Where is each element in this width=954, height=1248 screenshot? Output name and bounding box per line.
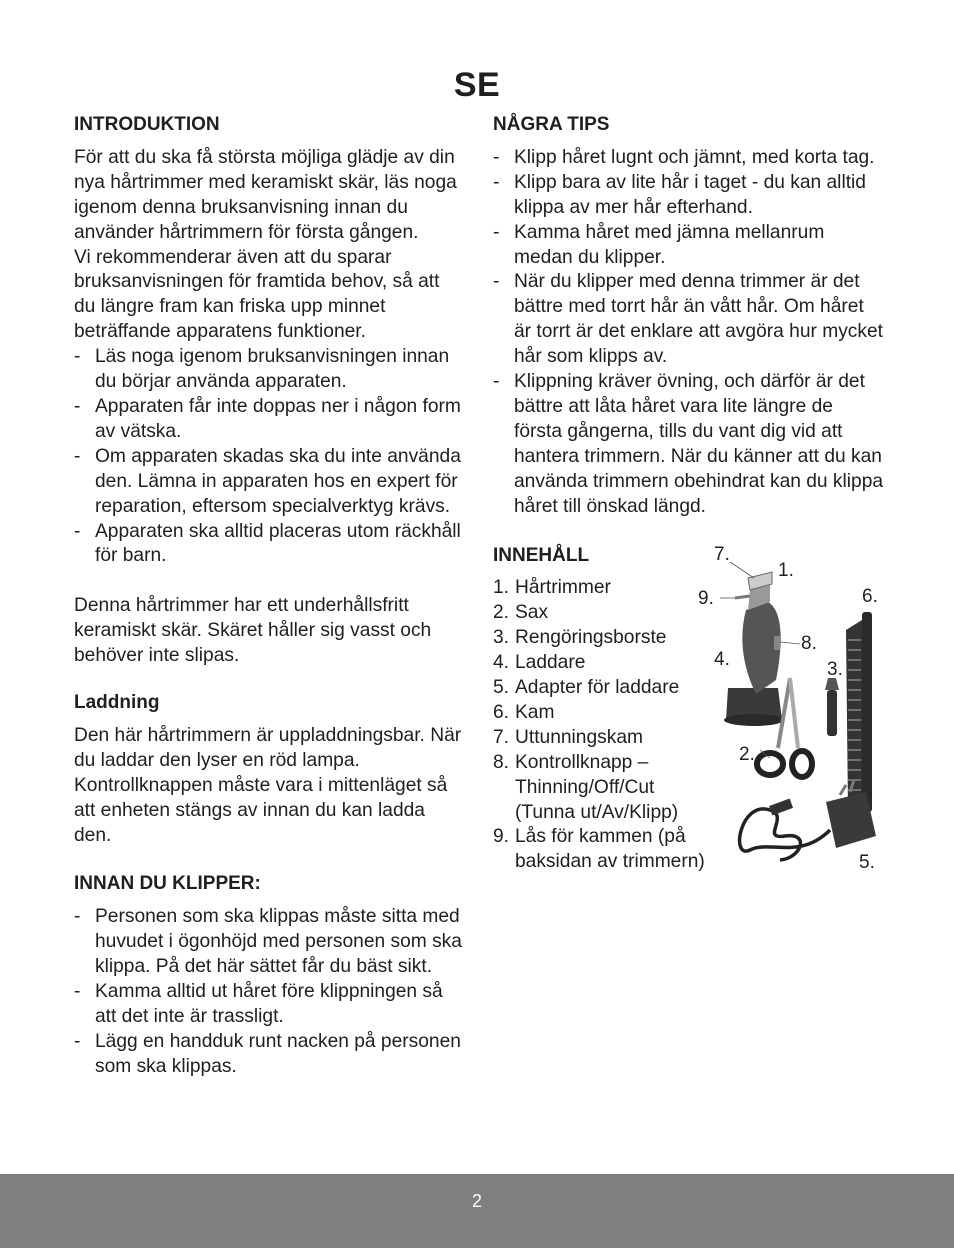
- list-item: - Läs noga igenom bruksanvisningen innan du börjar använda apparaten.: [74, 345, 466, 395]
- list-item: - Apparaten ska alltid placeras utom räckhåll för barn.: [74, 520, 466, 570]
- callout-label: 2.: [739, 744, 755, 765]
- before-list: [74, 905, 466, 1079]
- page-footer: [0, 1174, 954, 1248]
- list-item: - Klipp håret lugnt och jämnt, med korta tag.: [493, 146, 885, 171]
- list-item: - Kamma alltid ut håret före klippningen så att det inte är trassligt.: [74, 980, 466, 1030]
- list-item: 2. Sax: [493, 602, 549, 624]
- list-item: - Klipp bara av lite hår i taget - du kan alltid klippa av mer hår efterhand.: [493, 171, 885, 221]
- list-item: - Lägg en handduk runt nacken på personen som ska klippas.: [74, 1030, 466, 1080]
- intro-heading: INTRODUKTION: [74, 114, 220, 135]
- contents-heading: INNEHÅLL: [493, 544, 590, 566]
- product-drawing: [690, 540, 890, 880]
- callout-label: 8.: [801, 633, 817, 654]
- page-title: SE: [453, 66, 501, 104]
- list-item: 3. Rengöringsborste: [493, 627, 667, 649]
- callout-label: 1.: [778, 560, 794, 581]
- before-heading: INNAN DU KLIPPER:: [74, 873, 261, 895]
- product-illustration: [690, 540, 890, 880]
- left-column: [74, 113, 466, 1080]
- charging-heading: Laddning: [74, 692, 160, 714]
- list-item: - När du klipper med denna trimmer är det bättre med torrt hår än vått hår. Om håret är torrt är det enklare att avgöra hur mycket hår som klipps av.: [493, 270, 885, 370]
- callout-label: 3.: [827, 659, 843, 680]
- callout-label: 9.: [698, 588, 714, 609]
- list-item: 6. Kam: [493, 701, 555, 723]
- list-item: 4. Laddare: [493, 652, 586, 674]
- list-item: - Personen som ska klippas måste sitta med huvudet i ögonhöjd med personen som ska klippa. På det här sättet får du bäst sikt.: [74, 905, 466, 980]
- list-item: 7. Uttunningskam: [493, 726, 643, 748]
- charging-paragraph: Den här hårtrimmern är uppladdningsbar. När du laddar den lyser en röd lampa. Kontrollknappen måste vara i mittenläget så att enheten stängs av innan du kan ladda den.: [74, 724, 462, 846]
- callout-label: 6.: [862, 586, 878, 607]
- list-item: - Om apparaten skadas ska du inte använda den. Lämna in apparaten hos en expert för reparation, eftersom specialverktyg krävs.: [74, 445, 466, 520]
- list-item: - Klippning kräver övning, och därför är det bättre att låta håret vara lite längre de första gångerna, tills du vant dig vid att hantera trimmern. När du känner att du kan använda trimmern obehindrat kan du klippa håret till önskad längd.: [493, 370, 885, 519]
- list-item: - Kamma håret med jämna mellanrum medan du klipper.: [493, 221, 885, 271]
- intro-paragraph-2: Vi rekommenderar även att du sparar bruksanvisningen för framtida behov, så att du längre fram kan friska upp minnet beträffande apparatens funktioner.: [74, 246, 440, 343]
- tips-list: [493, 146, 885, 520]
- list-item: 1. Hårtrimmer: [493, 577, 611, 599]
- list-item: - Apparaten får inte doppas ner i någon form av vätska.: [74, 395, 466, 445]
- page-number: 2: [471, 1191, 482, 1211]
- list-item: 8. Kontrollknapp – Thinning/Off/Cut (Tunna ut/Av/Klipp): [493, 751, 679, 823]
- callout-label: 4.: [714, 649, 730, 670]
- tips-heading: NÅGRA TIPS: [493, 114, 610, 135]
- callout-label: 7.: [714, 544, 730, 565]
- list-item: 5. Adapter för laddare: [493, 677, 680, 699]
- callout-label: 5.: [859, 852, 875, 873]
- list-item: 9. Lås för kammen (på baksidan av trimmern): [493, 826, 705, 873]
- intro-paragraph-1: För att du ska få största möjliga glädje av din nya hårtrimmer med keramiskt skär, läs noga igenom denna bruksanvisning innan du använder hårtrimmern för första gången.: [74, 146, 457, 243]
- maintenance-paragraph: Denna hårtrimmer har ett underhållsfritt keramiskt skär. Skäret håller sig vasst och behöver inte slipas.: [74, 595, 432, 667]
- intro-list: [74, 345, 466, 569]
